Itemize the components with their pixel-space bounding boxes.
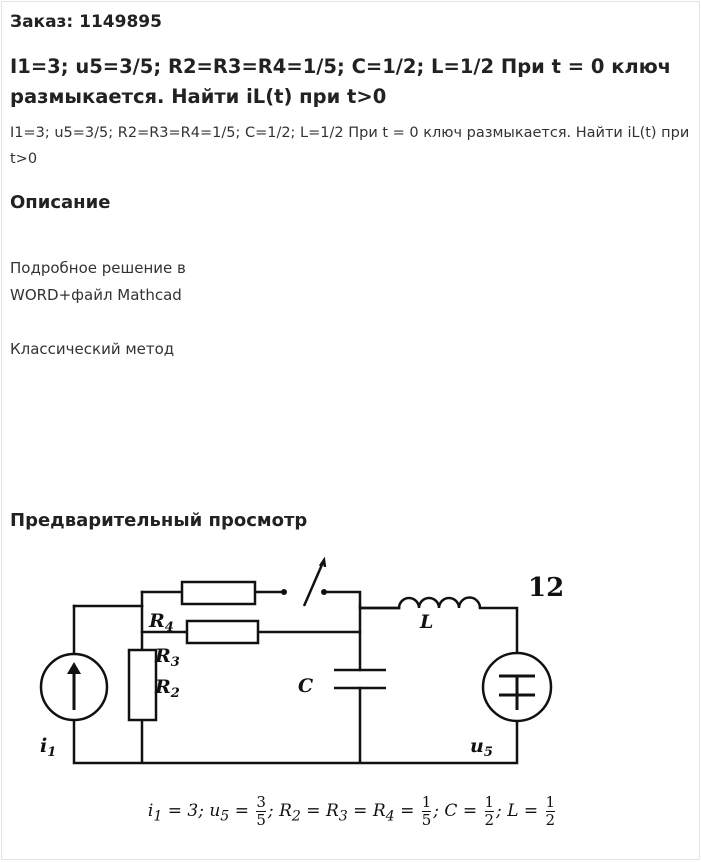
- label-c: C: [298, 675, 314, 697]
- label-r3: $R_3$: [155, 645, 180, 670]
- fraction-l: $\frac{1}{2}$: [545, 793, 556, 829]
- description-text: [10, 255, 310, 363]
- description-heading: Описание: [10, 192, 111, 213]
- fraction-r: $\frac{1}{5}$: [421, 793, 432, 829]
- fraction-c: $\frac{1}{2}$: [484, 793, 495, 829]
- label-r2: $R_2$: [155, 676, 180, 701]
- label-u5: $u_5$: [470, 735, 493, 760]
- formula: $i_1 = 3$; $u_5$ = $\frac{3}{5}$ ; $R_2 = R_3 = R_4$ = $\frac{1}{5}$ ; C = $\frac{1}{2}$ ; L = $\frac{1}{2}$: [147, 793, 556, 829]
- description-line: Подробное решение в: [10, 259, 186, 277]
- page-title: I1=3; u5=3/5; R2=R3=R4=1/5; C=1/2; L=1/2 При t = 0 ключ размыкается. Найти iL(t) при t>0: [10, 55, 672, 108]
- label-r4: $R_4$: [149, 610, 174, 635]
- description-line: WORD+файл Mathcad: [10, 286, 182, 304]
- fraction-u5: $\frac{3}{5}$: [256, 793, 266, 829]
- label-i1: $i_1$: [40, 735, 57, 760]
- circuit-diagram: [22, 550, 582, 775]
- preview-heading: Предварительный просмотр: [10, 510, 308, 531]
- circuit-number: 12: [528, 573, 565, 603]
- order-number: Заказ: 1149895: [10, 12, 162, 32]
- page: [1, 1, 700, 860]
- label-l: L: [420, 611, 434, 633]
- description-line: Классический метод: [10, 340, 175, 358]
- short-description: I1=3; u5=3/5; R2=R3=R4=1/5; C=1/2; L=1/2 При t = 0 ключ размыкается. Найти iL(t) при t>0: [10, 125, 690, 167]
